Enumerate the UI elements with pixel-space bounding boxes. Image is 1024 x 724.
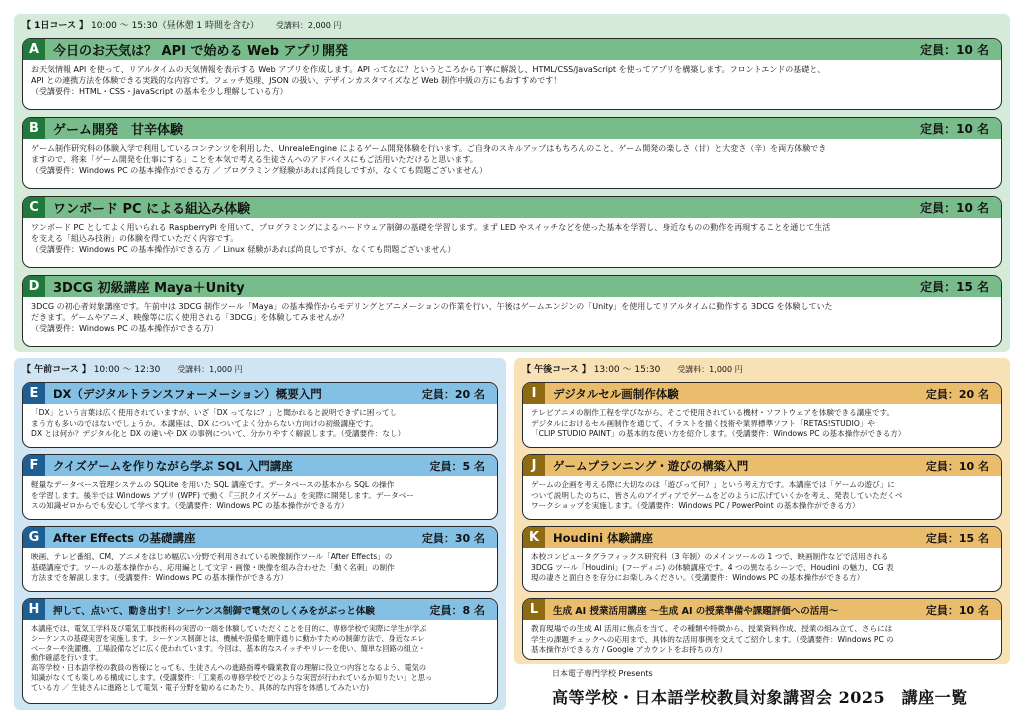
section-header — [22, 362, 243, 375]
course-name: デジタルセル画制作体験 — [553, 386, 679, 401]
course-description — [23, 404, 497, 440]
description-line: ますので、将来「ゲーム開発を仕事にする」ことを本気で考える生徒さんへのアドバイスにもご活用いただけると思います。 — [31, 155, 478, 164]
description-line: 軽量なデータベース管理システムの SQLite を用いた SQL 講座です。データベースの基本から SQL の操作 — [31, 480, 395, 489]
course-capacity: 定員：10 名 — [920, 122, 989, 136]
section-fee: 受講料：1,000 円 — [677, 365, 743, 374]
description-line: （受講要件：Windows PC の基本操作ができる方 ／ Linux 経験があれば尚良しですが、なくても問題ございません） — [31, 245, 456, 254]
course-letter-badge: E — [23, 383, 45, 404]
footer — [552, 668, 1012, 714]
course-title-bar — [23, 276, 1001, 297]
course-description — [523, 404, 1001, 440]
description-line: 本校コンピュータグラフィックス研究科（3 年制）のメインツールの 1 つで、映画制作などで活用される — [531, 552, 889, 561]
day-course-section — [14, 14, 1010, 352]
course-title-bar — [23, 197, 1001, 218]
course-capacity: 定員：10 名 — [925, 459, 989, 473]
course-description — [23, 476, 497, 512]
description-line: を学習します。後半では Windows アプリ (WPF) で動く『三択クイズゲーム』を実際に開発します。データベー — [31, 490, 414, 500]
course-letter-badge: H — [23, 599, 45, 620]
section-title: 【 午前コース 】 — [22, 365, 91, 375]
course-description — [23, 139, 1001, 176]
course-name: 3DCG 初級講座 Maya＋Unity — [53, 281, 245, 296]
course-name: 押して、点いて、動き出す！シーケンス制御で電気のしくみをがぶっと体験 — [53, 605, 375, 617]
course-title-bar — [523, 455, 1001, 476]
course-card-h — [22, 598, 498, 704]
course-name: DX（デジタルトランスフォーメーション）概要入門 — [53, 386, 322, 401]
course-title-bar — [523, 599, 1001, 620]
description-line: 映画、テレビ番組、CM、アニメをはじめ幅広い分野で利用されている映像制作ツール「After Effects」の — [31, 552, 393, 561]
course-letter-badge: G — [23, 527, 45, 548]
description-line: まう方も多いのではないでしょうか。本講座は、DX についてよく分からない方向けの初級講座です。 — [31, 418, 378, 428]
course-description — [23, 620, 497, 693]
section-fee: 受講料：2,000 円 — [275, 21, 342, 30]
description-line: 動作確認を行います。 — [31, 653, 103, 663]
course-capacity: 定員：10 名 — [925, 603, 989, 617]
course-card-a — [22, 38, 1002, 110]
course-capacity: 定員：10 名 — [920, 43, 989, 57]
course-description — [23, 60, 1001, 97]
course-letter-badge: A — [23, 39, 45, 60]
section-fee: 受講料：1,000 円 — [177, 365, 243, 374]
course-capacity: 定員：5 名 — [429, 459, 485, 473]
section-time: 10:00 ～ 15:30（昼休憩 1 時間を含む） — [90, 21, 260, 31]
description-line: ゲーム制作研究科の体験入学で利用しているコンテンツを利用した、UnrealeEngine によるゲーム開発体験を行います。ご自身のスキルアップはもちろんのこと、ゲーム開発の楽しさ（甘）と大変さ（辛）を両方体験でき — [31, 144, 827, 153]
course-letter-badge: B — [23, 118, 45, 139]
course-capacity: 定員：15 名 — [920, 280, 989, 294]
course-title-bar — [23, 455, 497, 476]
course-description — [23, 297, 1001, 334]
description-line: 方法までを解説します。（受講要件：Windows PC の基本操作ができる方） — [31, 573, 288, 583]
section-time: 13:00 ～ 15:30 — [593, 365, 661, 375]
section-time: 10:00 ～ 12:30 — [93, 365, 161, 375]
course-capacity: 定員：10 名 — [920, 201, 989, 215]
description-line: 基礎講座です。ツールの基本操作から、応用編として文字・画像・映像を組み合わせた「動く名刺」の制作 — [31, 562, 395, 572]
course-letter-badge: C — [23, 197, 45, 218]
course-description — [23, 548, 497, 584]
description-line: ゲームの企画を考える際に大切なのは「遊びって何？」という考え方です。本講座では「ゲームの遊び」に — [531, 480, 895, 489]
course-capacity: 定員：30 名 — [421, 531, 485, 545]
course-title-bar — [523, 383, 1001, 404]
section-title: 【 午後コース 】 — [522, 365, 591, 375]
course-description — [23, 218, 1001, 255]
description-line: 3DCG の初心者対象講座です。午前中は 3DCG 制作ツール「Maya」の基本操作からモデリングとアニメーションの作業を行い、午後はゲームエンジンの「Unity」を使用してリアルタイムに動作する 3DCG を体験していた — [31, 302, 833, 311]
description-line: API との連携方法を体験できる実践的な内容です。フェッチ処理、JSON の扱い、デザインカスタマイズなど Web 制作中級の方にもおすすめです！ — [31, 76, 562, 85]
description-line: 学生の課題チェックへの応用まで、具体的な活用事例を交えてご紹介します。（受講要件：Windows PC の — [531, 634, 894, 644]
course-card-f — [22, 454, 498, 520]
course-card-l — [522, 598, 1002, 660]
course-card-d — [22, 275, 1002, 347]
course-title-bar — [523, 527, 1001, 548]
course-description — [523, 548, 1001, 584]
section-header — [522, 362, 743, 375]
description-line: テレビアニメの制作工程を学びながら、そこで使用されている機材・ソフトウェアを体験できる講座です。 — [531, 408, 895, 417]
course-title-bar — [23, 383, 497, 404]
course-name: クイズゲームを作りながら学ぶ SQL 入門講座 — [53, 458, 293, 473]
course-capacity: 定員：8 名 — [429, 603, 485, 617]
description-line: （受講要件：Windows PC の基本操作ができる方） — [31, 324, 219, 333]
document-title: 高等学校・日本語学校教員対象講習会 2025 講座一覧 — [552, 688, 968, 707]
description-line: シーケンスの基礎実習を実施します。シーケンス制御とは、機械や設備を順序通りに動かすための制御方法で、身近なエレ — [31, 633, 425, 643]
description-line: スの知識ゼロからでも安心して学べます。（受講要件：Windows PC の基本操作ができる方） — [31, 501, 349, 511]
course-capacity: 定員：20 名 — [421, 387, 485, 401]
description-line: お天気情報 API を使って、リアルタイムの天気情報を表示する Web アプリを作成します。API ってなに？というところから丁寧に解説し、HTML/CSS/JavaScript を使ってアプリを構築します。フロントエンドの基礎と、 — [31, 65, 826, 74]
course-name: ゲームプランニング・遊びの構築入門 — [553, 458, 749, 473]
course-title-bar — [23, 599, 497, 620]
course-letter-badge: I — [523, 383, 545, 404]
course-title-bar — [23, 39, 1001, 60]
course-name: 今日のお天気は？ API で始める Web アプリ開発 — [53, 44, 349, 59]
description-line: ワークショップを実施します。（受講要件：Windows PC / PowerPoint の基本操作ができる方） — [531, 501, 860, 511]
course-letter-badge: L — [523, 599, 545, 620]
presenter-text: 日本電子専門学校 Presents — [552, 669, 653, 678]
course-title-bar — [23, 527, 497, 548]
course-name: After Effects の基礎講座 — [53, 530, 196, 545]
description-line: （受講要件：HTML・CSS・JavaScript の基本を少し理解している方） — [31, 87, 288, 96]
description-line: 「CLIP STUDIO PAINT」の基本的な使い方を紹介します。（受講要件：Windows PC の基本操作ができる方） — [531, 429, 906, 439]
description-line: 教育現場での生成 AI 活用に焦点を当て、その種類や特徴から、授業資料作成、授業の組み立て、さらには — [531, 624, 893, 633]
course-card-g — [22, 526, 498, 592]
description-line: 知識がなくても楽しめる構成にします。(受講要件：「工業系の専修学校でどのような実習が行われているか知りたい」と思っ — [31, 672, 433, 682]
description-line: デジタルにおけるセル画制作を通じて、イラストを描く技術や業界標準ソフト「RETAS!STUDIO」や — [531, 418, 875, 428]
description-line: 本講座では、電気工学科及び電気工事技術科の実習の一端を体験していただくことを目的に、専修学校で実際に学生が学ぶ — [31, 624, 427, 633]
section-header — [22, 18, 341, 31]
course-letter-badge: F — [23, 455, 45, 476]
course-card-i — [522, 382, 1002, 448]
description-line: 3DCG ツール「Houdini」(フーディニ) の体験講座です。4 つの異なるシーンで、Houdini の魅力、CG 表 — [531, 562, 894, 572]
course-name: 生成 AI 授業活用講座 ～生成 AI の授業準備や課題評価への活用～ — [553, 605, 839, 617]
description-line: ている方 ／ 生徒さんに進路として電気・電子分野を勧めるにあたり、具体的な内容を体感してみたい方) — [31, 682, 370, 692]
description-line: 高等学校・日本語学校の教員の皆様にとっても、生徒さんへの進路指導や職業教育の理解に役立つ内容となるよう、電気の — [31, 663, 427, 673]
course-card-e — [22, 382, 498, 448]
course-capacity: 定員：20 名 — [925, 387, 989, 401]
course-letter-badge: J — [523, 455, 545, 476]
course-letter-badge: D — [23, 276, 45, 297]
course-capacity: 定員：15 名 — [925, 531, 989, 545]
description-line: ついて説明したのちに、皆さんのアイディアでゲームをどのように広げていくかを考え、発表していただくべ — [531, 490, 903, 500]
section-title: 【 1日コース 】 — [22, 21, 89, 31]
description-line: DX とは何か？デジタル化と DX の違いや DX の事例について、分かりやすく解説します。（受講要件：なし） — [31, 429, 406, 439]
course-description — [523, 476, 1001, 512]
description-line: （受講要件：Windows PC の基本操作ができる方 ／ プログラミング経験があれば尚良しですが、なくても問題ございません） — [31, 166, 488, 175]
course-card-b — [22, 117, 1002, 189]
course-card-c — [22, 196, 1002, 268]
description-line: を支える「組込み技術」の体験を得ていただく内容です。 — [31, 234, 239, 243]
course-card-k — [522, 526, 1002, 592]
description-line: ワンボード PC としてよく用いられる RaspberryPi を用いて、プログラミングによるハードウェア制御の基礎を学習します。まず LED やスイッチなどを使った基本を学習し、身近なものの動作を再現することを通じて生活 — [31, 223, 831, 232]
description-line: 基本操作ができる方 / Google アカウントをお持ちの方） — [531, 645, 727, 655]
course-letter-badge: K — [523, 527, 545, 548]
course-name: Houdini 体験講座 — [553, 530, 654, 545]
course-name: ワンボード PC による組込み体験 — [53, 202, 251, 217]
description-line: ベーターや洗濯機、工場設備などに広く使われています。今回は、基本的なスイッチやリレーを使い、簡単な回路の組立・ — [31, 643, 426, 653]
course-description — [523, 620, 1001, 656]
course-title-bar — [23, 118, 1001, 139]
course-name: ゲーム開発 甘辛体験 — [53, 123, 184, 138]
course-card-j — [522, 454, 1002, 520]
description-line: だきます。ゲームやアニメ、映像等に広く使用される「3DCG」を体験してみませんか？ — [31, 313, 349, 322]
morning-course-section — [14, 358, 506, 710]
afternoon-course-section — [514, 358, 1010, 664]
description-line: 「DX」という言葉は広く使用されていますが、いざ「DX ってなに？」と聞かれると説明できずに困ってし — [31, 408, 398, 417]
description-line: 現の凄さと面白さを存分にお楽しみください。（受講要件：Windows PC の基本操作ができる方） — [531, 573, 865, 583]
